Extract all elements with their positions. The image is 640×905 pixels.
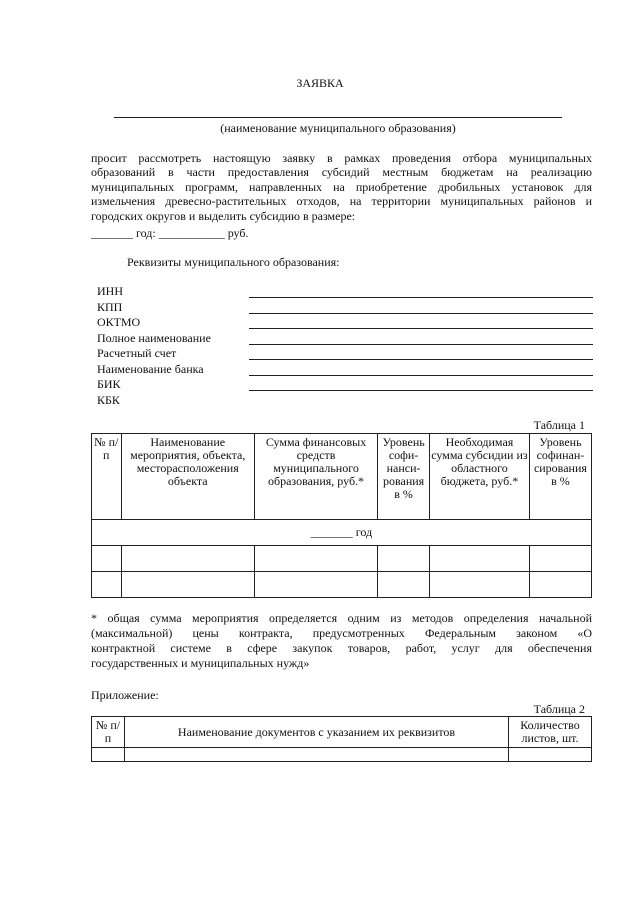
requisite-field[interactable] [249,328,593,329]
table-header-row [92,717,592,748]
header-cell: Уровень софинан-сирования в % [529,434,591,520]
requisite-field[interactable] [249,359,593,360]
table-cell[interactable] [92,546,122,572]
requisite-label: КБК [97,392,120,407]
table-header-row [92,434,592,520]
table-cell[interactable] [254,572,377,598]
header-cell: № п/п [92,717,125,748]
paragraph-line: образований в части предоставления субсидий местным бюджетам на реализацию [91,165,592,180]
footnote-line: * общая сумма мероприятия определяется одним из методов определения начальной [91,611,592,625]
header-cell: Наименование документов с указанием их реквизитов [125,717,509,748]
header-cell: Наименование мероприятия, объекта, месторасположения объекта [121,434,254,520]
table-cell[interactable] [92,572,122,598]
requisite-label: Полное наименование [97,330,211,345]
requisite-field[interactable] [249,297,593,298]
header-cell: № п/п [92,434,122,520]
requisite-row [97,362,593,378]
requisite-label: Расчетный счет [97,346,177,360]
document-title: ЗАЯВКА [296,76,344,90]
paragraph-line: просит рассмотреть настоящую заявку в рамках проведения отбора муниципальных [91,151,592,165]
table-row [92,748,592,762]
municipality-name-field[interactable] [114,117,562,118]
requisite-label: ОКТМО [97,315,141,329]
requisites-title: Реквизиты муниципального образования: [127,255,340,269]
table-cell[interactable] [529,546,591,572]
table2-caption: Таблица 2 [533,702,585,716]
requisite-row [97,393,593,409]
requisite-field[interactable] [249,313,593,314]
table-cell[interactable] [254,546,377,572]
header-cell: Количество листов, шт. [509,717,592,748]
appendix-label: Приложение: [91,688,159,702]
requisite-label: КПП [97,299,123,314]
documents-table [91,716,592,762]
footnote [91,611,592,671]
requisite-row [97,315,593,331]
table-cell[interactable] [509,748,592,762]
table-cell[interactable] [430,546,530,572]
table-row [92,572,592,598]
requisite-row [97,331,593,347]
table-cell[interactable] [92,748,125,762]
requisite-field[interactable] [249,375,593,376]
paragraph-line: городских округов и выделить субсидию в размере: [91,208,356,223]
requisite-field[interactable] [249,344,593,345]
requisite-label: ИНН [97,284,123,298]
table-cell[interactable] [121,546,254,572]
table-cell[interactable] [121,572,254,598]
requisite-row [97,300,593,316]
header-cell: Уровень софи-нанси-рования в % [378,434,430,520]
year-cell[interactable]: _______ год [92,520,592,546]
header-cell: Сумма финансовых средств муниципального образования, руб.* [254,434,377,520]
footnote-line: (максимальной) цены контракта, предусмотренных Федеральным законом «О [91,626,592,640]
requisite-row [97,377,593,393]
footnote-line: государственных и муниципальных нужд» [91,656,310,670]
table-cell[interactable] [529,572,591,598]
year-row [92,520,592,546]
funding-table [91,433,592,598]
requisite-label: Наименование банка [97,361,204,376]
paragraph-line: муниципальных программ, направленных на приобретение дробильных установок для [91,179,592,194]
footnote-line: контрактной системе в сфере закупок товаров, работ, услуг для обеспечения [91,641,592,655]
header-cell: Необходимая сумма субсидии из областного бюджета, руб.* [430,434,530,520]
table1-caption: Таблица 1 [533,418,585,432]
request-paragraph [91,151,592,223]
table-cell[interactable] [378,546,430,572]
requisite-row [97,346,593,362]
table-cell[interactable] [378,572,430,598]
municipality-name-caption: (наименование муниципального образования) [220,121,456,135]
table-row [92,546,592,572]
requisite-field[interactable] [249,390,593,391]
table-cell[interactable] [125,748,509,762]
requisites-list [97,284,593,408]
requisite-row [97,284,593,300]
table-cell[interactable] [430,572,530,598]
year-amount-line[interactable]: _______ год: ___________ руб. [91,226,249,240]
requisite-label: БИК [97,377,121,391]
paragraph-line: измельчения древесно-растительных отходов, на территории муниципальных районов и [91,194,592,209]
